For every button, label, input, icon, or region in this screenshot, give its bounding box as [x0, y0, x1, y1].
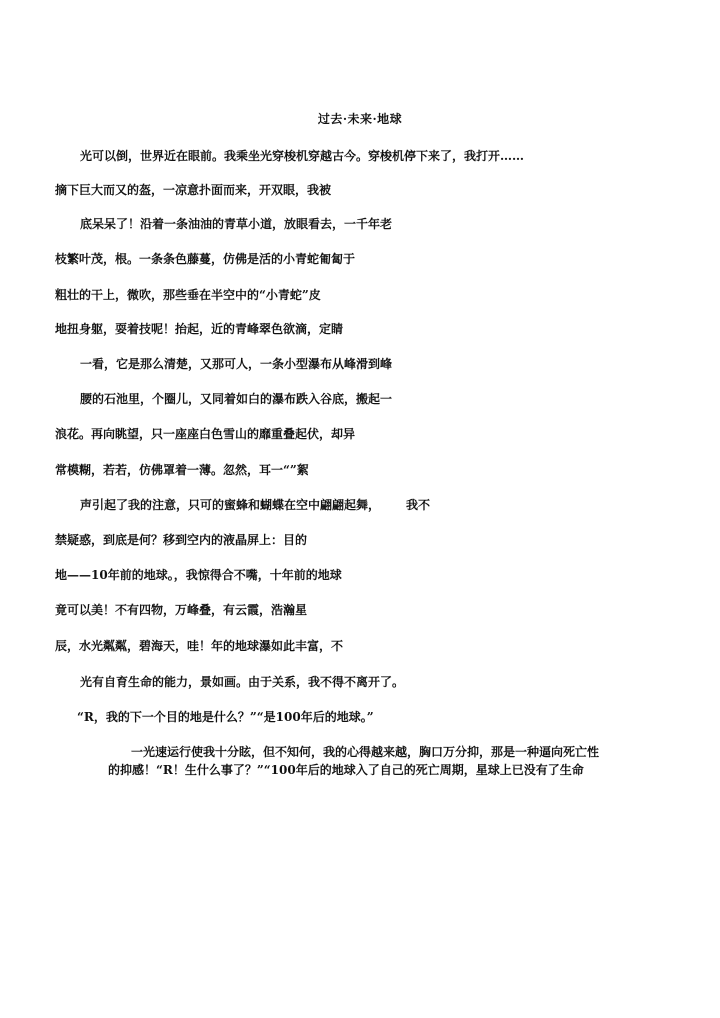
paragraph-line-13: 地——10年前的地球。，我惊得合不嘴，十年前的地球 — [55, 568, 342, 582]
paragraph-line-16: 光有自育生命的能力，景如画。由于关系，我不得不离开了。 — [80, 675, 405, 689]
paragraph-line-14: 竟可以美！不有四物，万峰叠，有云霞，浩瀚星 — [55, 603, 308, 617]
paragraph-line-4: 枝繁叶茂，根。一条条色藤蔓，仿佛是活的小青蛇匍匐于 — [55, 252, 356, 266]
paragraph-line-8: 腰的石池里，个圈儿，又同着如白的瀑布跌入谷底，搬起一 — [80, 392, 393, 406]
paragraph-line-11-text: 声引起了我的注意，只可的蜜蜂和蝴蝶在空中翩翩起舞， — [80, 498, 381, 512]
paragraph-line-6: 地扭身躯，耍着技呢！抬起，近的青峰翠色欲滴，定睛 — [55, 322, 344, 336]
paragraph-line-12: 禁疑惑，到底是何？移到空内的液晶屏上：目的 — [55, 533, 308, 547]
paragraph-line-15: 辰，水光粼粼，碧海天，哇！年的地球瀑如此丰富，不 — [55, 639, 344, 653]
paragraph-line-19: 的抑感！“R！生什么事了？”“100年后的地球入了自己的死亡周期，星球上已没有了生命 — [108, 763, 584, 777]
paragraph-line-7: 一看，它是那么清楚，又那可人，一条小型瀑布从峰滑到峰 — [80, 357, 393, 371]
paragraph-line-9: 浪花。再向眺望，只一座座白色雪山的靡重叠起伏，却异 — [55, 427, 356, 441]
document-title: 过去·未来·地球 — [317, 112, 403, 126]
paragraph-line-1: 光可以倒，世界近在眼前。我乘坐光穿梭机穿越古今。穿梭机停下来了，我打开…… — [80, 149, 525, 163]
paragraph-line-3: 底呆呆了！沿着一条油油的青草小道，放眼看去，一千年老 — [80, 217, 393, 231]
paragraph-line-11-tail: 我不 — [406, 498, 431, 512]
paragraph-line-11 — [80, 496, 430, 513]
paragraph-line-18: 一光速运行使我十分眩，但不知何，我的心得越来越，胸口万分抑，那是一种逼向死亡性 — [131, 745, 600, 759]
paragraph-line-10: 常模糊，若若，仿佛罩着一薄。忽然，耳一“”絮 — [55, 463, 309, 477]
paragraph-line-2: 摘下巨大而又的盔，一凉意扑面而来，开双眼，我被 — [55, 183, 332, 197]
paragraph-line-5: 粗壮的干上，微吹，那些垂在半空中的“小青蛇”皮 — [55, 288, 321, 302]
dialogue-line: “R，我的下一个目的地是什么？”“是100年后的地球。” — [77, 710, 374, 724]
